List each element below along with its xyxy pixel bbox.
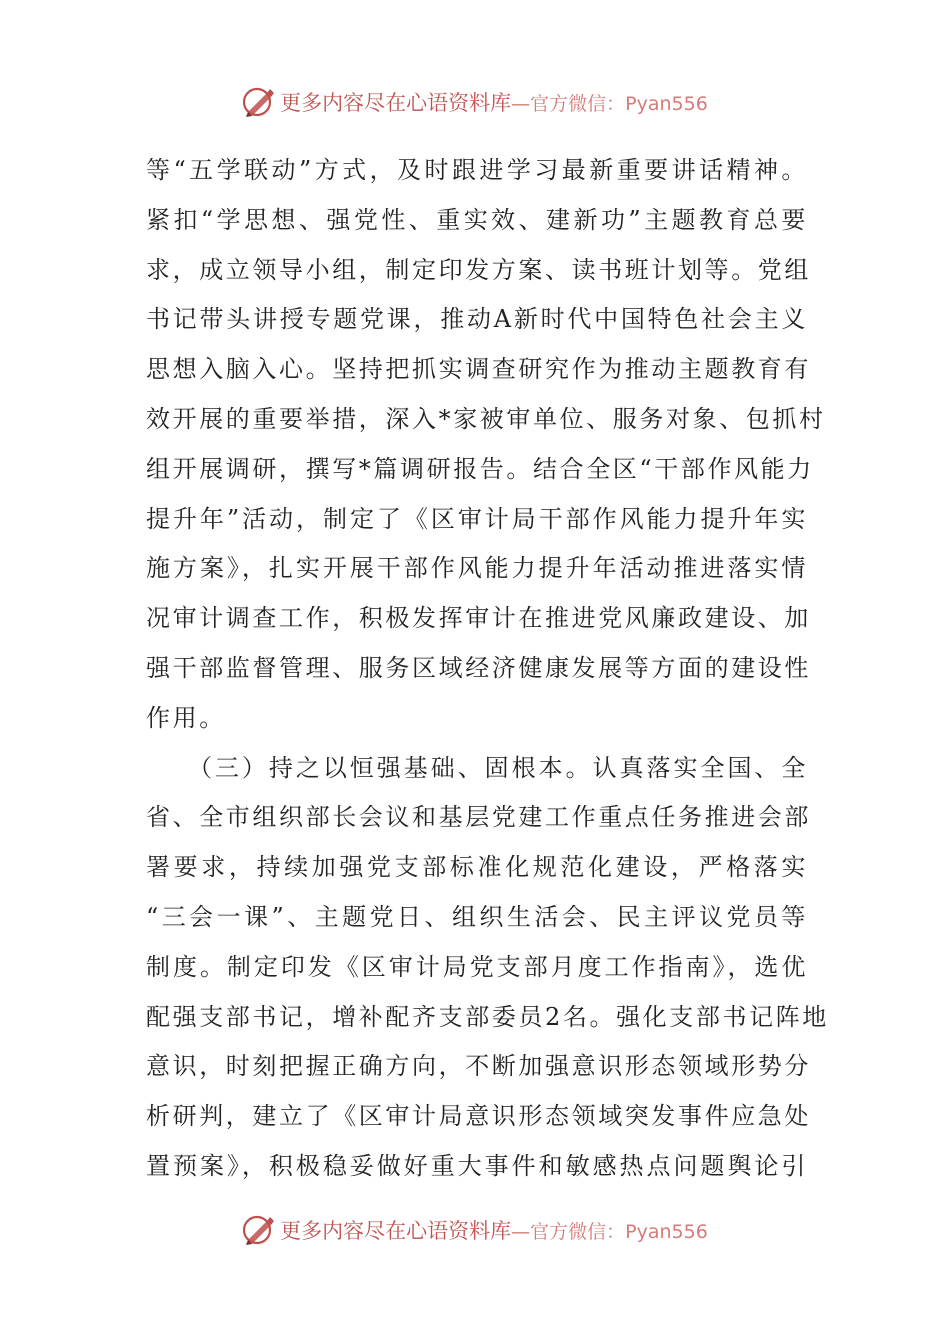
text-line: 等“五学联动”方式，及时跟进学习最新重要讲话精神。 bbox=[146, 156, 808, 184]
text-line: 况审计调查工作，积极发挥审计在推进党风廉政建设、加 bbox=[146, 604, 811, 633]
text-line: 施方案》，扎实开展干部作风能力提升年活动推进落实情 bbox=[146, 554, 808, 583]
banner-tagline-text: —官方微信：Pyan556 bbox=[511, 1220, 708, 1243]
text-line: 求，成立领导小组，制定印发方案、读书班计划等。党组 bbox=[146, 255, 811, 284]
document-body bbox=[146, 146, 829, 1192]
text-line: 置预案》，积极稳妥做好重大事件和敏感热点问题舆论引 bbox=[146, 1151, 808, 1180]
banner-tagline-text: —官方微信：Pyan556 bbox=[511, 92, 708, 115]
text-line: 强干部监督管理、服务区域经济健康发展等方面的建设性 bbox=[146, 653, 811, 682]
text-line: 紧扣“学思想、强党性、重实效、建新功”主题教育总要 bbox=[146, 205, 808, 234]
banner-brand-text: 更多内容尽在心语资料库 bbox=[280, 1219, 512, 1243]
paragraph bbox=[146, 744, 829, 1192]
banner-brand-text: 更多内容尽在心语资料库 bbox=[280, 91, 512, 115]
header-watermark-banner bbox=[0, 82, 950, 122]
text-line: 效开展的重要举措，深入*家被审单位、服务对象、包抓村 bbox=[146, 404, 826, 433]
text-line: 署要求，持续加强党支部标准化规范化建设，严格落实 bbox=[146, 853, 808, 882]
text-line: 书记带头讲授专题党课，推动A新时代中国特色社会主义 bbox=[146, 305, 808, 334]
pen-logo-icon bbox=[242, 1213, 276, 1247]
text-line: 配强支部书记，增补配齐支部委员2名。强化支部书记阵地 bbox=[146, 1002, 829, 1031]
paragraph bbox=[146, 146, 826, 744]
text-line: 提升年”活动，制定了《区审计局干部作风能力提升年实 bbox=[146, 504, 808, 533]
text-line: 制度。制定印发《区审计局党支部月度工作指南》，选优 bbox=[146, 952, 808, 981]
text-line: 作用。 bbox=[146, 703, 226, 732]
footer-watermark-banner bbox=[0, 1210, 950, 1250]
text-line: 省、全市组织部长会议和基层党建工作重点任务推进会部 bbox=[146, 803, 811, 832]
text-line: 思想入脑入心。坚持把抓实调查研究作为推动主题教育有 bbox=[146, 355, 811, 384]
pen-logo-icon bbox=[242, 85, 276, 119]
text-line: 组开展调研，撰写*篇调研报告。结合全区“干部作风能力 bbox=[146, 454, 814, 483]
text-line: （三）持之以恒强基础、固根本。认真落实全国、全 bbox=[146, 753, 808, 782]
text-line: “三会一课”、主题党日、组织生活会、民主评议党员等 bbox=[146, 902, 808, 931]
text-line: 意识，时刻把握正确方向，不断加强意识形态领域形势分 bbox=[146, 1052, 811, 1081]
text-line: 析研判，建立了《区审计局意识形态领域突发事件应急处 bbox=[146, 1102, 811, 1131]
